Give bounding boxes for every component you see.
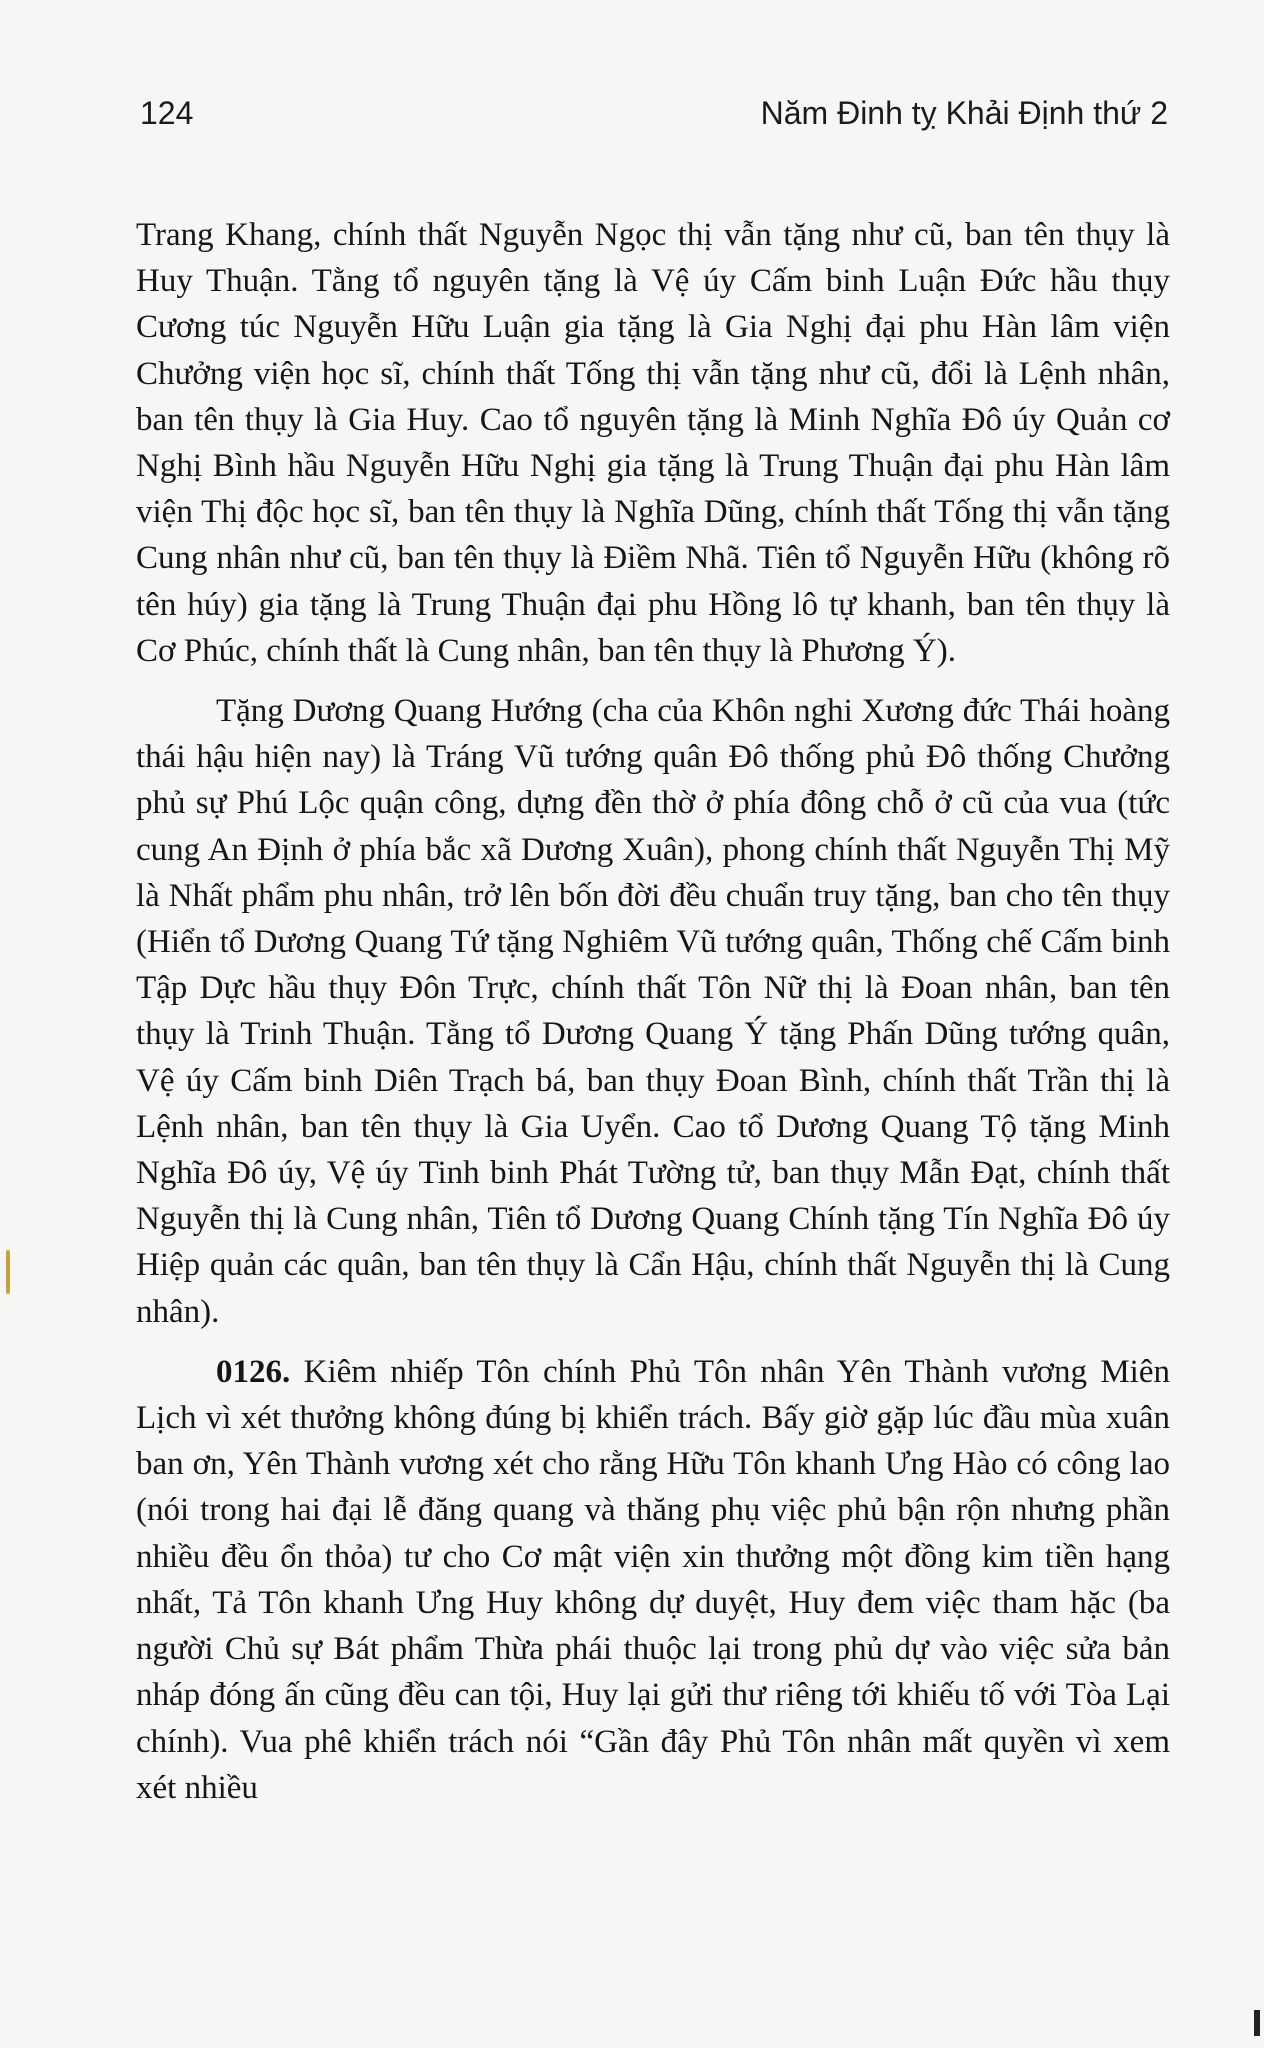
page-edge-mark-right <box>1254 2010 1260 2036</box>
running-header <box>140 88 1168 138</box>
entry-number: 0126. <box>216 1353 291 1390</box>
page-edge-mark-left <box>6 1250 10 1294</box>
body-text <box>136 212 1170 1811</box>
page-number: 124 <box>140 95 194 131</box>
entry-text: Kiêm nhiếp Tôn chính Phủ Tôn nhân Yên Thành vương Miên Lịch vì xét thưởng không đúng bị khiển trách. Bấy giờ gặp lúc đầu mùa xuân ban ơn, Yên Thành vương xét cho rằng Hữu Tôn khanh Ưng Hào có công lao (nói trong hai đại lễ đăng quang và thăng phụ việc phủ bận rộn nhưng phần nhiều đều ổn thỏa) tư cho Cơ mật viện xin thưởng một đồng kim tiền hạng nhất, Tả Tôn khanh Ưng Huy không dự duyệt, Huy đem việc tham hặc (ba người Chủ sự Bát phẩm Thừa phái thuộc lại trong phủ dự vào việc sửa bản nháp đóng ấn cũng đều can tội, Huy lại gửi thư riêng tới khiếu tố với Tòa Lại chính). Vua phê khiển trách nói “Gần đây Phủ Tôn nhân mất quyền vì xem xét nhiều <box>136 1353 1170 1806</box>
paragraph-duong-quang-huong: Tặng Dương Quang Hướng (cha của Khôn nghi Xương đức Thái hoàng thái hậu hiện nay) là Tráng Vũ tướng quân Đô thống phủ Đô thống Chưởng phủ sự Phú Lộc quận công, dựng đền thờ ở phía đông chỗ ở cũ của vua (tức cung An Định ở phía bắc xã Dương Xuân), phong chính thất Nguyễn Thị Mỹ là Nhất phẩm phu nhân, trở lên bốn đời đều chuẩn truy tặng, ban cho tên thụy (Hiển tổ Dương Quang Tứ tặng Nghiêm Vũ tướng quân, Thống chế Cấm binh Tập Dực hầu thụy Đôn Trực, chính thất Tôn Nữ thị là Đoan nhân, ban tên thụy là Trinh Thuận. Tằng tổ Dương Quang Ý tặng Phấn Dũng tướng quân, Vệ úy Cấm binh Diên Trạch bá, ban thụy Đoan Bình, chính thất Trần thị là Lệnh nhân, ban tên thụy là Gia Uyển. Cao tổ Dương Quang Tộ tặng Minh Nghĩa Đô úy, Vệ úy Tinh binh Phát Tường tử, ban thụy Mẫn Đạt, chính thất Nguyễn thị là Cung nhân, Tiên tổ Dương Quang Chính tặng Tín Nghĩa Đô úy Hiệp quản các quân, ban tên thụy là Cẩn Hậu, chính thất Nguyễn thị là Cung nhân). <box>136 693 1170 1330</box>
paragraph-continued: Trang Khang, chính thất Nguyễn Ngọc thị vẫn tặng như cũ, ban tên thụy là Huy Thuận. Tằng tổ nguyên tặng là Vệ úy Cấm binh Luận Đức hầu thụy Cương túc Nguyễn Hữu Luận gia tặng là Gia Nghị đại phu Hàn lâm viện Chưởng viện học sĩ, chính thất Tống thị vẫn tặng như cũ, đổi là Lệnh nhân, ban tên thụy là Gia Huy. Cao tổ nguyên tặng là Minh Nghĩa Đô úy Quản cơ Nghị Bình hầu Nguyễn Hữu Nghị gia tặng là Trung Thuận đại phu Hàn lâm viện Thị độc học sĩ, ban tên thụy là Nghĩa Dũng, chính thất Tống thị vẫn tặng Cung nhân như cũ, ban tên thụy là Điềm Nhã. Tiên tổ Nguyễn Hữu (không rõ tên húy) gia tặng là Trung Thuận đại phu Hồng lô tự khanh, ban tên thụy là Cơ Phúc, chính thất là Cung nhân, ban tên thụy là Phương Ý). <box>136 217 1170 669</box>
running-title: Năm Đinh tỵ Khải Định thứ 2 <box>760 95 1168 131</box>
paragraph-entry-0126 <box>136 1349 1170 1811</box>
